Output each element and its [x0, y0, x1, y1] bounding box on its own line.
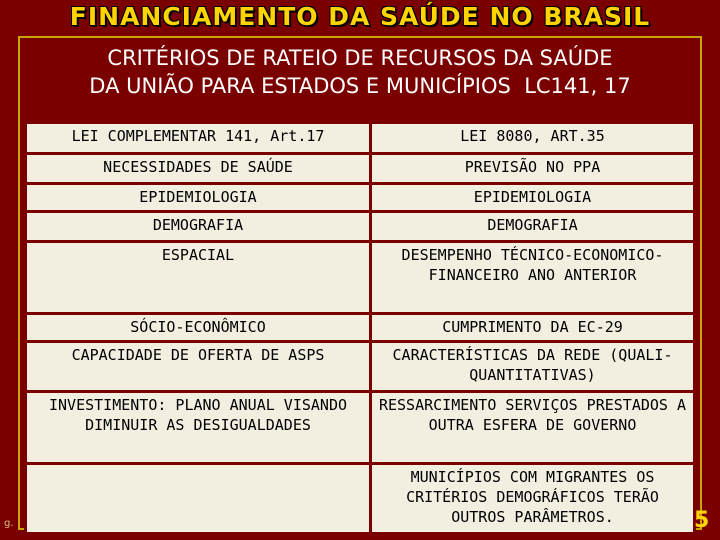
table-row	[26, 154, 695, 184]
table-row	[26, 464, 695, 534]
table-cell: CUMPRIMENTO DA EC-29	[371, 314, 695, 342]
table-row	[26, 184, 695, 212]
table-cell: CARACTERÍSTICAS DA REDE (QUALI-QUANTITATIVAS)	[371, 342, 695, 392]
criteria-table	[24, 121, 696, 535]
table-cell	[26, 464, 371, 534]
table-cell: LEI COMPLEMENTAR 141, Art.17	[26, 123, 371, 154]
table-cell: EPIDEMIOLOGIA	[26, 184, 371, 212]
slide-title: FINANCIAMENTO DA SAÚDE NO BRASIL	[69, 2, 651, 31]
table-cell: MUNICÍPIOS COM MIGRANTES OS CRITÉRIOS DEMOGRÁFICOS TERÃO OUTROS PARÂMETROS.	[371, 464, 695, 534]
table-cell: ESPACIAL	[26, 242, 371, 314]
table-cell: EPIDEMIOLOGIA	[371, 184, 695, 212]
table-row	[26, 212, 695, 242]
corner-mark: g.	[4, 518, 14, 529]
table-cell: PREVISÃO NO PPA	[371, 154, 695, 184]
table-cell: NECESSIDADES DE SAÚDE	[26, 154, 371, 184]
table-cell: CAPACIDADE DE OFERTA DE ASPS	[26, 342, 371, 392]
subtitle-line-2: DA UNIÃO PARA ESTADOS E MUNICÍPIOS LC141, 17	[89, 74, 631, 98]
table-cell: SÓCIO-ECONÔMICO	[26, 314, 371, 342]
table-row	[26, 123, 695, 154]
table-cell: INVESTIMENTO: PLANO ANUAL VISANDO DIMINUIR AS DESIGUALDADES	[26, 392, 371, 464]
table-cell: DEMOGRAFIA	[26, 212, 371, 242]
table-row	[26, 392, 695, 464]
slide-subtitle	[18, 44, 702, 100]
table-row	[26, 342, 695, 392]
table-cell: DESEMPENHO TÉCNICO-ECONOMICO-FINANCEIRO ANO ANTERIOR	[371, 242, 695, 314]
table-cell: RESSARCIMENTO SERVIÇOS PRESTADOS A OUTRA ESFERA DE GOVERNO	[371, 392, 695, 464]
page-number: 5	[694, 508, 710, 533]
table-row	[26, 314, 695, 342]
table-cell: LEI 8080, ART.35	[371, 123, 695, 154]
table-cell: DEMOGRAFIA	[371, 212, 695, 242]
subtitle-line-1: CRITÉRIOS DE RATEIO DE RECURSOS DA SAÚDE	[107, 46, 613, 70]
table-row	[26, 242, 695, 314]
